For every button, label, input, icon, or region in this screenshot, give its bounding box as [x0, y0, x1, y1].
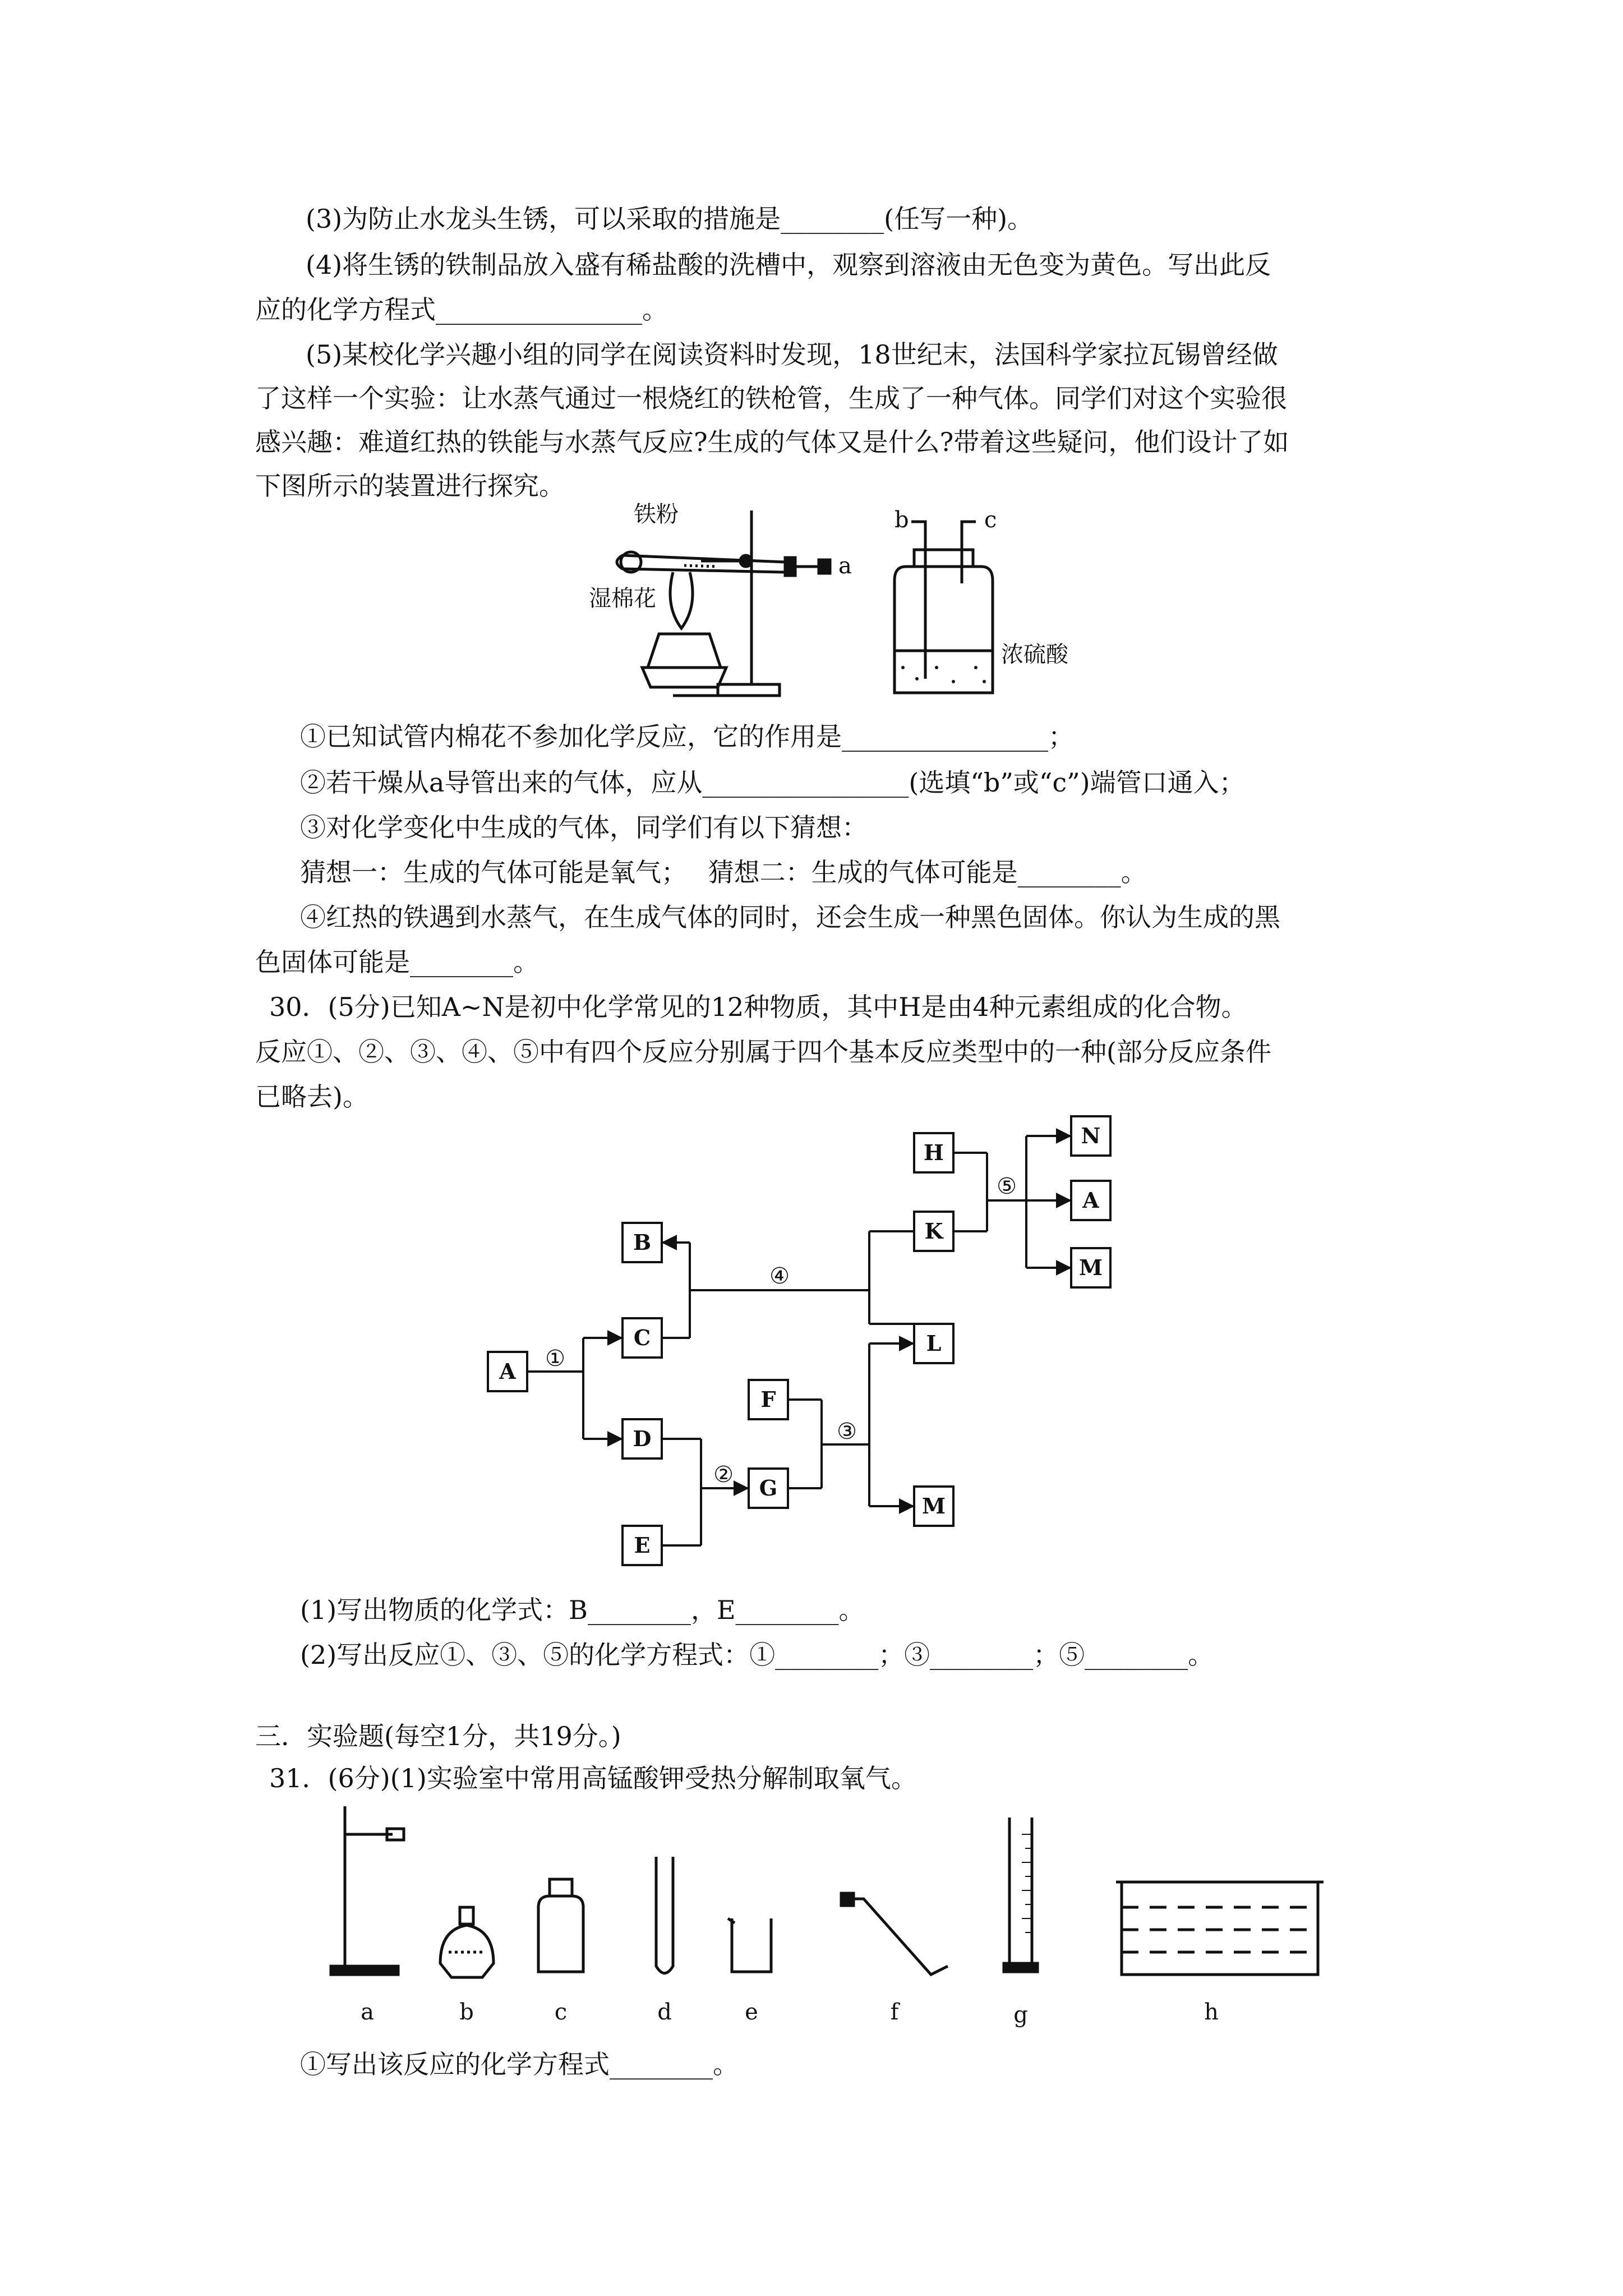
label-wet-cotton: 湿棉花: [589, 586, 656, 611]
q29-part4-line2: 应的化学方程式________________。: [255, 295, 668, 325]
reaction-5-label: ⑤: [997, 1174, 1017, 1199]
q29-part5-line2: 了这样一个实验：让水蒸气通过一根烧红的铁枪管，生成了一种气体。同学们对这个实验很: [255, 383, 1287, 413]
label-tube-b: b: [895, 507, 909, 533]
q29-part5-line1: (5)某校化学兴趣小组的同学在阅读资料时发现，18世纪末，法国科学家拉瓦锡曾经做: [306, 339, 1278, 370]
node-a: A: [499, 1359, 516, 1384]
node-h: H: [924, 1140, 944, 1165]
q30-line2: 反应①、②、③、④、⑤中有四个反应分别属于四个基本反应类型中的一种(部分反应条件: [255, 1037, 1271, 1067]
node-l: L: [926, 1331, 942, 1356]
q29-part5-line4: 下图所示的装置进行探究。: [255, 471, 565, 501]
q29-sub3-guess: 猜想一：生成的气体可能是氧气； 猜想二：生成的气体可能是________。: [300, 857, 1147, 887]
q29-sub4-line2: 色固体可能是________。: [255, 947, 539, 977]
node-d: D: [633, 1426, 652, 1451]
apparatus-figure: [589, 499, 1094, 712]
node-a2: A: [1082, 1188, 1099, 1213]
node-m2: M: [1078, 1255, 1103, 1280]
node-m1: M: [921, 1493, 946, 1519]
reaction-1-label: ①: [545, 1346, 565, 1372]
label-conc-sulfuric: 浓硫酸: [1001, 642, 1068, 668]
alcohol-lamp-icon: [648, 634, 721, 668]
gas-bottle-icon: [538, 1879, 583, 1972]
lab-equipment-figure: [314, 1795, 1324, 2031]
node-n: N: [1081, 1123, 1101, 1148]
label-b: b: [459, 1999, 474, 2025]
q31-line1: 31．(6分)(1)实验室中常用高锰酸钾受热分解制取氧气。: [269, 1763, 917, 1793]
section-3-heading: 三．实验题(每空1分，共19分。): [255, 1721, 621, 1751]
node-b: B: [633, 1230, 652, 1255]
q30-line3: 已略去)。: [255, 1082, 368, 1112]
delivery-tube-icon: [841, 1893, 948, 1975]
q29-part3: (3)为防止水龙头生锈，可以采取的措施是________(任写一种)。: [306, 204, 1034, 234]
q29-sub1: ①已知试管内棉花不参加化学反应，它的作用是________________；: [300, 721, 1074, 752]
q30-sub1: (1)写出物质的化学式：B________，E________。: [300, 1595, 865, 1625]
beaker-icon: [728, 1918, 771, 1972]
label-f: f: [890, 1999, 899, 2025]
reaction-3-label: ③: [837, 1419, 857, 1444]
label-h: h: [1204, 1999, 1219, 2025]
label-iron-powder: 铁粉: [634, 501, 679, 527]
label-tube-c: c: [984, 507, 997, 533]
q29-sub3: ③对化学变化中生成的气体，同学们有以下猜想：: [300, 812, 868, 843]
label-tube-a: a: [838, 553, 852, 579]
label-a: a: [361, 1999, 374, 2025]
reaction-4-label: ④: [769, 1263, 790, 1289]
graduated-cylinder-icon: [1004, 1818, 1038, 1972]
label-d: d: [657, 1999, 672, 2025]
q29-sub4-line1: ④红热的铁遇到水蒸气，在生成气体的同时，还会生成一种黑色固体。你认为生成的黑: [300, 902, 1280, 932]
node-k: K: [924, 1218, 943, 1244]
reaction-2-label: ②: [713, 1462, 734, 1488]
node-c: C: [633, 1325, 651, 1350]
q29-sub2: ②若干燥从a导管出来的气体，应从________________(选填“b”或“c”)端管口通入；: [300, 767, 1245, 798]
water-trough-icon: [1116, 1882, 1324, 1975]
flame-icon: [670, 572, 693, 628]
label-c: c: [554, 1999, 568, 2025]
q29-part5-line3: 感兴趣：难道红热的铁能与水蒸气反应?生成的气体又是什么?带着这些疑问，他们设计了如: [255, 427, 1289, 457]
node-e: E: [634, 1533, 651, 1558]
label-g: g: [1013, 2002, 1028, 2028]
wash-bottle-icon: [895, 567, 993, 693]
iron-stand-icon: [331, 1806, 404, 1975]
q30-line1: 30．(5分)已知A~N是初中化学常见的12种物质，其中H是由4种元素组成的化合物。: [269, 992, 1247, 1022]
node-f: F: [760, 1387, 776, 1412]
q29-part4-line1: (4)将生锈的铁制品放入盛有稀盐酸的洗槽中，观察到溶液由无色变为黄色。写出此反: [306, 250, 1271, 280]
reaction-diagram: [477, 1111, 1206, 1588]
node-g: G: [759, 1475, 778, 1501]
alcohol-lamp-icon: [440, 1907, 494, 1977]
label-e: e: [745, 1999, 758, 2025]
q31-sub1: ①写出该反应的化学方程式________。: [300, 2049, 739, 2079]
test-tube-icon: [656, 1857, 673, 1973]
q30-sub2: (2)写出反应①、③、⑤的化学方程式：①________；③________；⑤________。: [300, 1640, 1214, 1670]
